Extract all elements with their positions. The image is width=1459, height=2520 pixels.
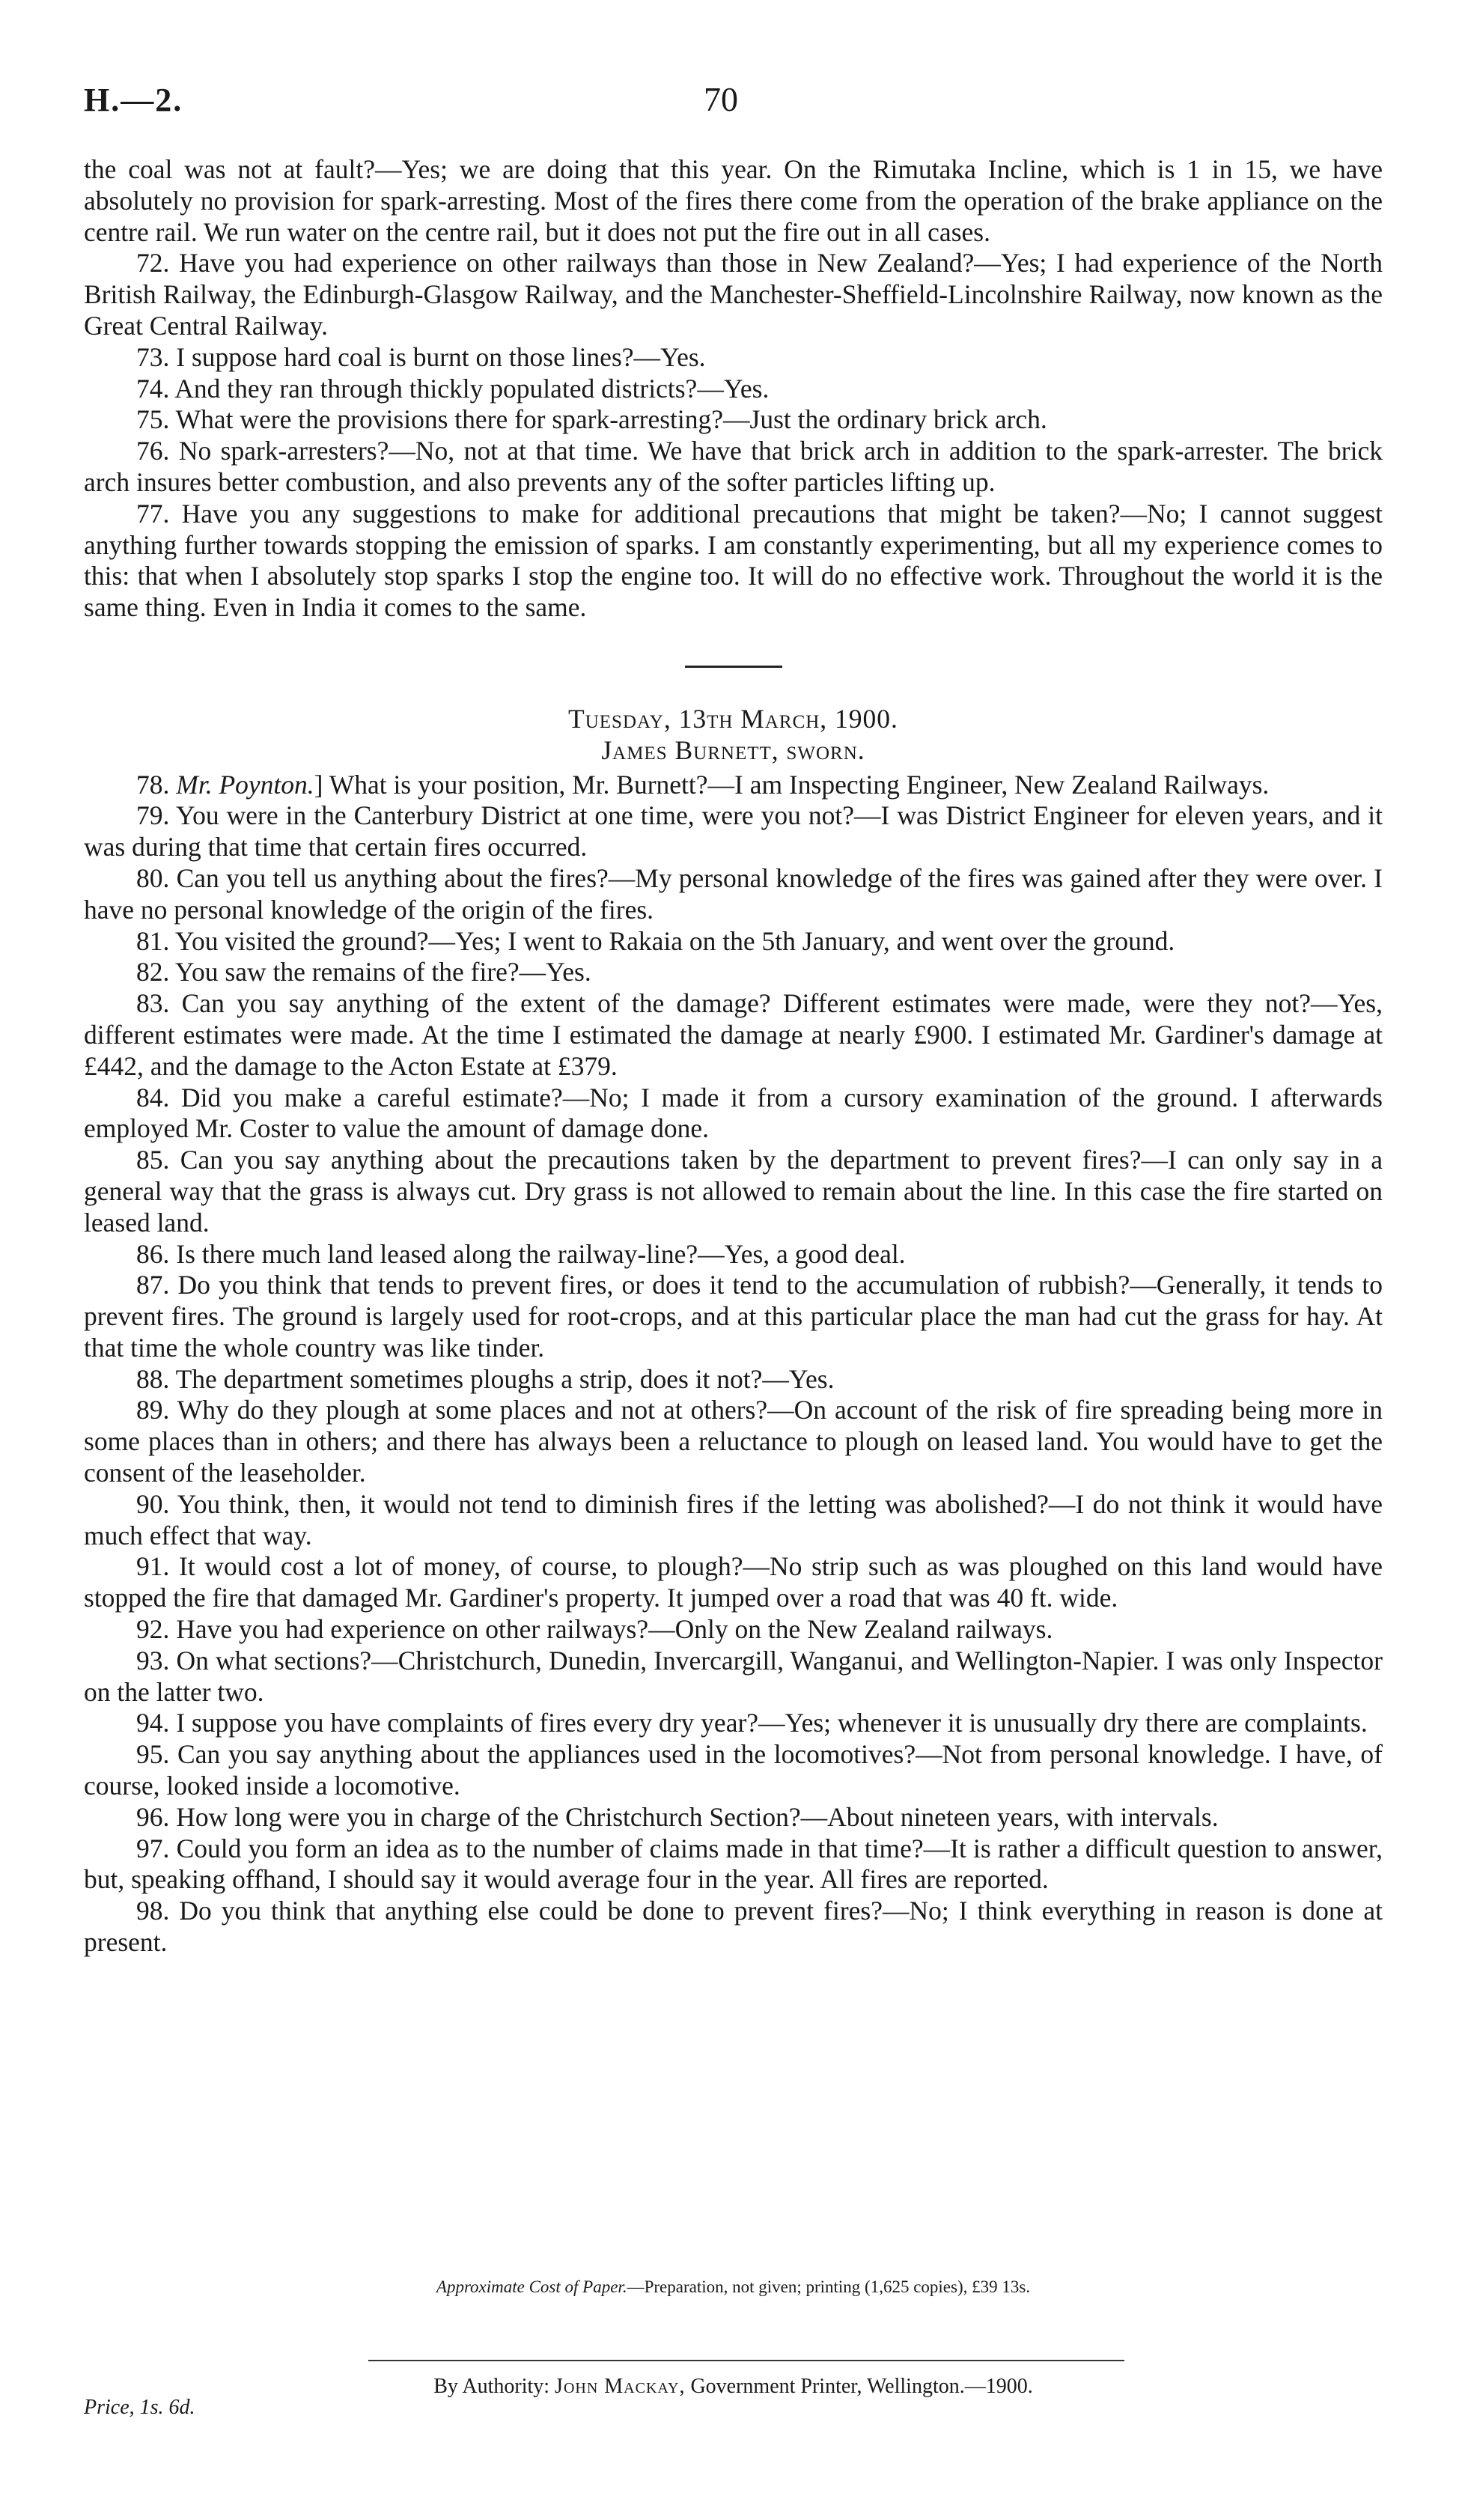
paragraph: 85. Can you say anything about the precautions taken by the department to prevent fires?—I can only say in a general way that the grass is always cut. Dry grass is not allowed to remain about the line. In this case the fire started on leased land. [84, 1145, 1383, 1238]
cost-label: Approximate Cost of Paper. [436, 2277, 627, 2296]
question-number: 78. [136, 769, 170, 800]
date-heading: Tuesday, 13th March, 1900. [568, 703, 898, 734]
speaker-name: Mr. Poynton. [176, 769, 314, 800]
paragraph: 82. You saw the remains of the fire?—Yes. [136, 957, 591, 987]
paragraph: 77. Have you any suggestions to make for additional precautions that might be taken?—No; I cannot suggest anything further towards stopping the emission of sparks. I am constantly experimenting, but all my experience comes to this: that when I absolutely stop sparks I stop the engine too. It will do no effective work. Throughout the world it is the same thing. Even in India it comes to the same. [84, 498, 1383, 623]
paragraph: 95. Can you say anything about the appliances used in the locomotives?—Not from personal knowledge. I have, of course, looked inside a locomotive. [84, 1739, 1383, 1801]
witness-heading: James Burnett, sworn. [601, 734, 865, 765]
paragraph: 75. What were the provisions there for spark-arresting?—Just the ordinary brick arch. [136, 404, 1047, 435]
paragraph: 79. You were in the Canterbury District at one time, were you not?—I was District Engineer for eleven years, and it was during that time that certain fires occurred. [84, 800, 1383, 862]
paragraph: 74. And they ran through thickly populated districts?—Yes. [136, 373, 770, 404]
paragraph [84, 770, 1383, 801]
paragraph: 87. Do you think that tends to prevent fires, or does it tend to the accumulation of rubbish?—Generally, it tends to prevent fires. The ground is largely used for root-crops, and at this particular place the man had cut the grass for hay. At that time the whole country was like tinder. [84, 1270, 1383, 1363]
paragraph: 73. I suppose hard coal is burnt on those lines?—Yes. [136, 341, 706, 372]
paragraph: 83. Can you say anything of the extent of the damage? Different estimates were made, were they not?—Yes, different estimates were made. At the time I estimated the damage at nearly £900. I estimated Mr. Gardiner's damage at £442, and the damage to the Acton Estate at £379. [84, 988, 1383, 1081]
paragraph: 90. You think, then, it would not tend to diminish fires if the letting was abolished?—I do not think it would have much effect that way. [84, 1488, 1383, 1550]
section-divider [685, 666, 782, 668]
paragraph: 91. It would cost a lot of money, of course, to plough?—No strip such as was ploughed on this land would have stopped the fire that damaged Mr. Gardiner's property. It jumped over a road that was 40 ft. wide. [84, 1551, 1383, 1613]
paragraph: 76. No spark-arresters?—No, not at that time. We have that brick arch in addition to the spark-arrester. The brick arch insures better combustion, and also prevents any of the softer particles lifting up. [84, 436, 1383, 497]
body-text [84, 154, 1383, 1959]
paragraph: 80. Can you tell us anything about the fires?—My personal knowledge of the fires was gained after they were over. I have no personal knowledge of the origin of the fires. [84, 862, 1383, 925]
paragraph: 93. On what sections?—Christchurch, Dunedin, Invercargill, Wanganui, and Wellington-Napier. I was only Inspector on the latter two. [84, 1645, 1383, 1707]
paragraph: 88. The department sometimes ploughs a strip, does it not?—Yes. [136, 1363, 835, 1394]
printer-authority [84, 2375, 1383, 2399]
paragraph: 98. Do you think that anything else could be done to prevent fires?—No; I think everything in reason is done at present. [84, 1896, 1383, 1958]
cost-text: —Preparation, not given; printing (1,625 copies), £39 13s. [627, 2277, 1031, 2296]
authority-rest: Government Printer, Wellington.—1900. [690, 2375, 1033, 2398]
page-number: 70 [704, 80, 738, 118]
paragraph: 84. Did you make a careful estimate?—No; I made it from a cursory examination of the ground. I afterwards employed Mr. Coster to value the amount of damage done. [84, 1082, 1383, 1144]
paragraph: 96. How long were you in charge of the Christchurch Section?—About nineteen years, with intervals. [136, 1801, 1219, 1832]
paragraph: 97. Could you form an idea as to the number of claims made in that time?—It is rather a difficult question to answer, but, speaking offhand, I should say it would average four in the year. All fires are reported. [84, 1833, 1383, 1895]
paragraph: 72. Have you had experience on other railways than those in New Zealand?—Yes; I had experience of the North British Railway, the Edinburgh-Glasgow Railway, and the Manchester-Sheffield-Lincolnshire Railway, now known as the Great Central Railway. [84, 248, 1383, 341]
printer-name: John Mackay, [555, 2375, 686, 2398]
paragraph: the coal was not at fault?—Yes; we are doing that this year. On the Rimutaka Incline, which is 1 in 15, we have absolutely no provision for spark-arresting. Most of the fires there come from the operation of the brake appliance on the centre rail. We run water on the centre rail, but it does not put the fire out in all cases. [84, 154, 1383, 247]
paragraph: 94. I suppose you have complaints of fires every dry year?—Yes; whenever it is unusually dry there are complaints. [136, 1708, 1368, 1738]
paragraph: 86. Is there much land leased along the railway-line?—Yes, a good deal. [136, 1238, 906, 1269]
paragraph: 92. Have you had experience on other railways?—Only on the New Zealand railways. [136, 1614, 1053, 1645]
footer-rule [368, 2360, 1124, 2361]
paragraph: 81. You visited the ground?—Yes; I went to Rakaia on the 5th January, and went over the ground. [136, 925, 1175, 956]
paragraph-text: ] What is your position, Mr. Burnett?—I am Inspecting Engineer, New Zealand Railways. [314, 769, 1270, 800]
document-reference: H.—2. [84, 82, 183, 118]
paragraph: 89. Why do they plough at some places and not at others?—On account of the risk of fire spreading being more in some places than in others; and there has always been a reluctance to plough on leased land. You would have to get the consent of the leaseholder. [84, 1395, 1383, 1488]
price-note: Price, 1s. 6d. [84, 2396, 195, 2419]
authority-prefix: By Authority: [433, 2375, 550, 2398]
cost-note [84, 2277, 1383, 2297]
